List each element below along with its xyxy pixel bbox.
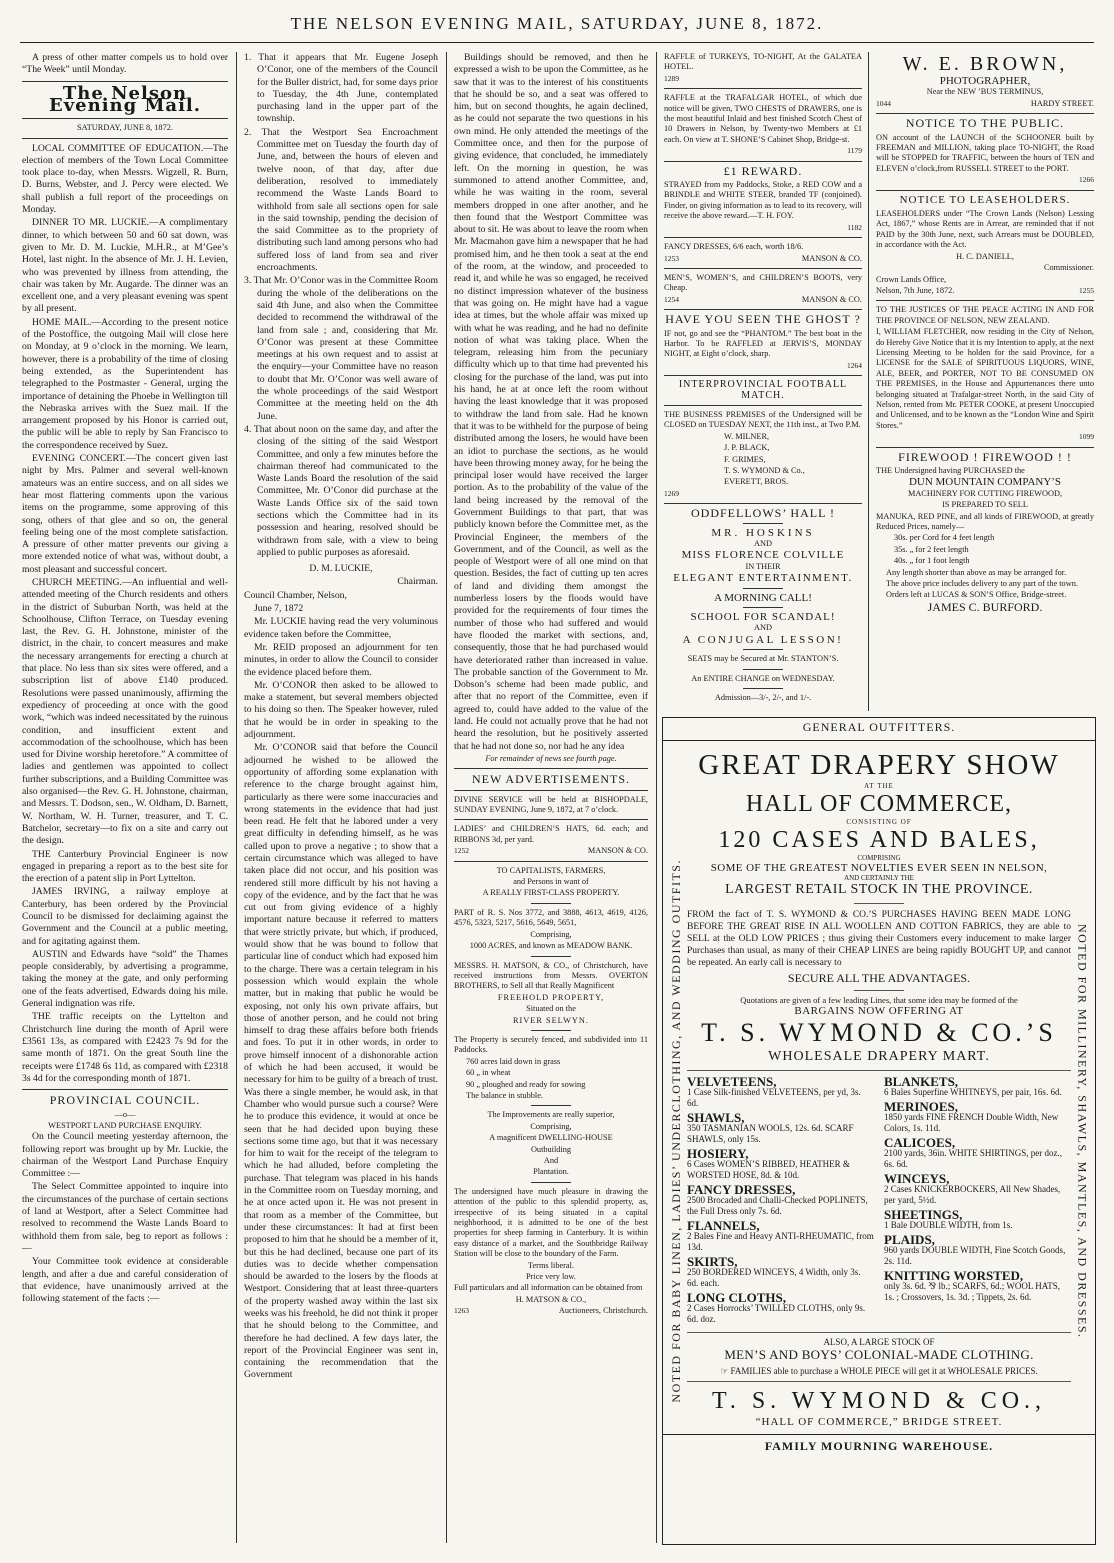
column-divider (868, 52, 869, 711)
council-debate (244, 616, 438, 1381)
drapery-line: BARGAINS NOW OFFERING AT (794, 1005, 964, 1017)
divine-service-ad: DIVINE SERVICE will be held at BISHOPDALE, SUNDAY EVENING, June 9, 1872, at 7 o’clock. (454, 794, 648, 815)
signer-title: Chairman. (397, 576, 438, 588)
price-item-heading: SHEETINGS, (884, 1207, 963, 1222)
price-item (687, 1112, 874, 1145)
price-item (884, 1270, 1071, 1303)
drapery-line: SOME OF THE GREATEST NOVELTIES EVER SEEN IN NELSON, (710, 862, 1048, 874)
news-paragraph: AUSTIN and Edwards have “sold” the Thames people considerably, by advertising a programme, taking the money at the gate, and only performing one of the feats advertised, Edwards doing his mile. General indignation was rife. (22, 948, 228, 1010)
side-banner-left: NOTED FOR BABY LINEN, LADIES’ UNDERCLOTHING, AND WEDDING OUTFITS. (668, 859, 683, 1403)
property-ad-line: A magnificent DWELLING-HOUSE (489, 1133, 613, 1143)
price-item-heading: KNITTING WORSTED, (884, 1268, 1024, 1283)
football-signatory: J. P. BLACK, (724, 443, 770, 453)
report-item: 4. That about noon on the same day, and after the closing of the sitting of the said Westport Committee, and only a few minutes before the chairman thereof had communicated to the Waste Lands Board the resolution of the said Committee, Mr. O’Conor did purchase at the Waste Lands Office six of the said town sections which the Committee had in its possession and hearing, resolved should be withdrawn from sale, with a view to being applied to public purposes as aforesaid. (244, 423, 438, 558)
property-ad-line: The undersigned have much pleasure in drawing the attention of the public to this splendid property, as, irrespective of its being situated in a capital neighborhood, it is admitted to be one of the best properties for sheep farming in Canterbury. It is within easy distance of a market, and the Southbridge Railway Station will be close to the boundary of the Farm. (454, 1186, 648, 1259)
news-paragraph: CHURCH MEETING.—An influential and well-attended meeting of the Church residents and others in the district of Suburban North, was held at the Schoolhouse, Clifton Terrace, on Tuesday evening last, the Rev. G. H. Johnstone, minister of the district, in the chair, to concert measures and make the necessary arrangements for erecting a church at that place. No less than six sites were offered, and a subscription list of above £140 produced. Resolutions were passed unanimously, affirming the expediency of proceeding at once with the good work, “which was indeed necessitated by the ruinous condition, and insufficient extent and accommodation of the schoolhouse, which has been used for Divine worship heretofore.” A committee of ladies and gentlemen was appointed to collect further subscriptions, and a Building Committee was also organised—the Rev. G. H. Johnstone, chairman, and Messrs. T. Dodson, sen., W. Oldham, D. Barnett, W. Northam, W. H. Turner, treasurer, and T. C. Batchelor, secretary—to fix on a site and carry out the design. (22, 576, 228, 847)
news-paragraph: EVENING CONCERT.—The concert given last night by Mrs. Palmer and several well-known amateurs was an entire success, and on all sides we hear most flattering comments upon the various items on the programme, some approving of this song, others of that glee and so on, the general feeling being one of the most complete satisfaction. A pressure of other matter prevents our giving a more extended notice of what was, without doubt, a most pleasant and successful concert. (22, 453, 228, 575)
price-item (884, 1209, 1071, 1231)
news-paragraph: THE Canterbury Provincial Engineer is now engaged in preparing a report as to the best site for the erection of a patent slip in Port Lyttelton. (22, 848, 228, 885)
ladies-hats-ad: LADIES’ and CHILDREN’S HATS, 6d. each; and RIBBONS 3d, per yard. (454, 824, 648, 844)
oddfellows-line: ELEGANT ENTERTAINMENT. (673, 572, 853, 585)
drapery-line: SECURE ALL THE ADVANTAGES. (787, 971, 971, 985)
debate-paragraph: Buildings should be removed, and then he expressed a wish to be upon the Committee, as he saw that it was to the interest of his constituents that he should be so, and a seat was offered to him, but on second thoughts, he again declined, as he could not separate the two questions in his own mind. He only attended the meetings of the Committee once, and then for the purpose of giving evidence, that concluded, he immediately left. On the morning in question, he was summoned to attend another Committee, and, while he was waiting in the room, several members dropped in one after another, and he then found that the Westport Committee was about to sit. He was about to leave the room when Mr. Macmahon gave him a newspaper that he had promised him, and he then took a seat at the end of the room, at the window, and proceeded to read it, and while he was so engaged, he received no distinct impression whatever of the business that was going on. He might have had a vague idea at times, but the whole affair was mixed up with what he was reading, and he had no definite notion of what was taking place. When the telegram, releasing him from the pecuniary difficulty which up to that time had prevented his closing for the purchase of the land, was put into his hand, he at at once left the room without having the least knowledge that it was proposed to withdraw the land from sale. Had he known that it was to be withheld for the purpose of being distributed among the losers, he would have been an idiot to purchase the sections, as he would have been throwing money away, for he being the principal loser would have received the larger portion. As to the probability of the value of the land being increased by the removal of the Government Buildings to that part, that was publicly known before the Committee met, as the Provincial Engineer, the members of the Government, and of the Council, as well as the people of Westport were of all one mind on that question. Besides, the fact of cutting up ten acres of land and dividing them amongst the numberless losers by the floods would have provided for the requirements of four times the number of those who had suffered and would have flooded the market with sections, and, consequently, those that he had purchased would have deteriorated rather than increased in value. The probable sanction of the Government to Mr. Dobson’s scheme had been made public, and after that no report of the Committee, even if agreed to, could have added to the value of the land. He could not actually prove that he had not heard the resolution, but he positively asserted that he had not done so, nor had he any idea (454, 52, 648, 752)
rule (22, 81, 228, 82)
property-ad-line: 90 „ ploughed and ready for sowing (466, 1079, 586, 1089)
ad-number: 1252 (454, 846, 469, 856)
ad-number: 1044 (876, 98, 891, 108)
report-place: Council Chamber, Nelson, (244, 589, 347, 601)
wymond-name: T. S. WYMOND & CO.’S (701, 1018, 1057, 1047)
council-paragraph: Your Committee took evidence at considerable length, and after a due and careful consideration of that evidence, have unanimously arrived at the following statement of the facts :— (22, 1256, 228, 1305)
drapery-line: AT THE (864, 782, 894, 790)
new-advertisements-heading: NEW ADVERTISEMENTS. (471, 772, 631, 787)
firewood-line: DUN MOUNTAIN COMPANY’S (908, 476, 1062, 489)
rule (454, 790, 648, 791)
price-item-detail: 2 Bales Fine and Heavy ANTI-RHEUMATIC, from 13d. (687, 1231, 874, 1252)
raffle-drawers-ad: RAFFLE at the TRAFALGAR HOTEL, of which due notice will be given, TWO CHESTS of DRAWERS, one is the most beautiful Inlaid and best finished Scotch Chest of 10 Drawers in Nelson, by Twenty-two Members at £1 each. On view at T. SHONE’S Cabinet Shop, Bridge-st. (664, 93, 862, 144)
property-ad-line: A REALLY FIRST-CLASS PROPERTY. (482, 888, 620, 898)
drapery-line: COMPRISING (857, 854, 901, 862)
property-ad (454, 866, 648, 1317)
ad-signature: MANSON & CO. (801, 294, 862, 304)
column-divider (446, 52, 447, 1543)
council-paragraph: The Select Committee appointed to inquire into the circumstances of the purchase of certain sections of land at Westport, after a Select Committee had resolved to recommend the Waste Lands Board to withhold them from sale, beg to report as follows :— (22, 1181, 228, 1254)
leaseholders-line: Commissioner. (1043, 263, 1094, 273)
drapery-body: FROM the fact of T. S. WYMOND & CO.’S PURCHASES HAVING BEEN MADE LONG BEFORE THE GREAT RISE IN ALL WOOLLEN AND COTTON FABRICS, they are able to SELL at the OLD LOW PRICES ; thus giving their Customers every inducement to make larger Purchases than usual, as many of their CHEAP LINES are being rapidly BOUGHT UP, and cannot be repeated. An early call is necessary to (687, 910, 1071, 968)
ad-number: 1253 (664, 253, 679, 263)
price-item-heading: FANCY DRESSES, (687, 1182, 796, 1197)
ad-signature: Auctioneers, Christchurch. (558, 1306, 648, 1316)
council-paragraph: On the Council meeting yesterday afternoon, the following report was brought up by Mr. Luckie, the chairman of the Westport Land Purchase Enquiry Committee :— (22, 1131, 228, 1180)
oddfellows-line: A MORNING CALL! (714, 591, 812, 604)
photographer-name: W. E. BROWN, (902, 53, 1068, 75)
rule (22, 138, 228, 139)
rule (454, 819, 648, 820)
ad-number: 1269 (664, 488, 679, 498)
footnote: For remainder of news see fourth page. (485, 753, 617, 763)
firewood-signature: JAMES C. BURFORD. (927, 599, 1043, 614)
ad-number: 1289 (664, 73, 679, 83)
leaseholders-line: H. C. DANIELL, (956, 251, 1014, 261)
report-date: June 7, 1872 (254, 603, 304, 615)
signer: D. M. LUCKIE, (309, 563, 373, 575)
ad-number: 1255 (1079, 285, 1094, 295)
drapery-line: “HALL OF COMMERCE,” BRIDGE STREET. (755, 1416, 1003, 1428)
firewood-line: IS PREPARED TO SELL (942, 500, 1028, 510)
drapery-line: AND CERTAINLY THE (844, 874, 914, 882)
column-divider (656, 52, 657, 1543)
property-ad-line: and Persons in want of (513, 877, 589, 887)
fancy-dresses-ad: FANCY DRESSES, 6/6 each, worth 18/6. (664, 242, 804, 252)
council-report (22, 1131, 228, 1305)
column-divider (236, 52, 237, 1543)
firewood-price: 35s. „ for 2 feet length (894, 544, 969, 554)
debate-paragraph: Mr. LUCKIE having read the very voluminous evidence taken before the Committee, (244, 616, 438, 640)
report-item: 1. That it appears that Mr. Eugene Joseph O’Conor, one of the members of the Council for the Buller district, had, for some days prior to Tuesday, the 4th June, contemplated purchasing land in the upper part of the township. (244, 52, 438, 125)
oddfellows-line: MR. HOSKINS (711, 526, 815, 539)
price-item-heading: BLANKETS, (884, 1074, 959, 1089)
price-item-detail: 2 Cases KNICKERBOCKERS, All New Shades, per yard, 5½d. (884, 1184, 1061, 1205)
council-separator: —o— (114, 1110, 136, 1120)
news-paragraph: HOME MAIL.—According to the present notice of the Postoffice, the outgoing Mail will close here on Monday, at 9 o’clock in the morning. We learn, however, there is a probability of the time of closing being extended, as the Superintendent has telegraphed to the Postmaster - General, urging the importance of detaining the Phoebe in Wellington till the Nebraska arrives with the Suez mail. If the arrangement proposed by his Honor is carried out, the public will be able to reply by San Francisco to the correspondence received by Suez. (22, 316, 228, 451)
column-5 (876, 52, 1094, 711)
ad-number: 1254 (664, 294, 679, 304)
oddfellows-line: An ENTIRE CHANGE on WEDNESDAY. (691, 673, 835, 683)
price-list (687, 1076, 1071, 1328)
ad-number: 1182 (847, 222, 862, 232)
ad-number: 1263 (454, 1306, 469, 1316)
price-item-detail: 250 BORDERED WINCEYS, 4 Width, only 3s. 6d. each. (687, 1267, 861, 1288)
property-ad-line: PART of R. S. Nos 3772, and 3888, 4613, 4619, 4126, 4576, 5323, 5217, 5616, 5649, 5651, (454, 907, 648, 928)
leaseholders-heading: NOTICE TO LEASEHOLDERS. (899, 193, 1071, 206)
price-item-heading: VELVETEENS, (687, 1074, 777, 1089)
property-ad-line: And (543, 1156, 559, 1165)
price-item (884, 1076, 1071, 1098)
price-item (884, 1173, 1071, 1206)
column-3 (454, 52, 648, 1543)
ad-signature: MANSON & CO. (587, 846, 648, 856)
drapery-advertisement (662, 717, 1096, 1545)
photographer-title: PHOTOGRAPHER, (939, 75, 1031, 87)
property-ad-line: RIVER SELWYN. (513, 1015, 589, 1025)
ghost-heading: HAVE YOU SEEN THE GHOST ? (665, 312, 861, 327)
price-item (687, 1256, 874, 1289)
column-4 (664, 52, 862, 711)
price-item (687, 1220, 874, 1253)
council-subheading: WESTPORT LAND PURCHASE ENQUIRY. (48, 1120, 202, 1130)
price-item-heading: FLANNELS, (687, 1218, 760, 1233)
outfitters-heading: GENERAL OUTFITTERS. (802, 720, 956, 734)
price-item-detail: 2 Cases Horrocks’ TWILLED CLOTHS, only 9s. 6d. doz. (687, 1303, 866, 1324)
property-ad-line: Situated on the (526, 1004, 576, 1014)
ad-number: 1179 (847, 146, 862, 156)
property-ad-line: 1000 ACRES, and known as MEADOW BANK. (469, 941, 633, 951)
drapery-line: Quotations are given of a few leading Lines, that some idea may be formed of the (740, 995, 1018, 1005)
rule (454, 768, 648, 769)
price-item (884, 1137, 1071, 1170)
firewood-line: The above price includes delivery to any part of the town. (886, 579, 1078, 589)
news-paragraph: JAMES IRVING, a railway employe at Canterbury, has been ordered by the Provincial Council to be dismissed for declaiming against the Government and the Council at a public meeting, and for agitating against them. (22, 886, 228, 947)
drapery-line: ALSO, A LARGE STOCK OF (823, 1337, 935, 1347)
drapery-line: MEN’S AND BOYS’ COLONIAL-MADE CLOTHING. (724, 1347, 1034, 1362)
hall-of-commerce: HALL OF COMMERCE, (745, 791, 1013, 817)
justices-heading: TO THE JUSTICES OF THE PEACE ACTING IN AND FOR THE PROVINCE OF NELSON, NEW ZEALAND. (876, 305, 1094, 325)
public-notice-heading: NOTICE TO THE PUBLIC. (905, 116, 1065, 131)
property-ad-line: 760 acres laid down in grass (466, 1056, 561, 1066)
football-signatory: T. S. WYMOND & Co., (724, 466, 805, 475)
public-notice: ON account of the LAUNCH of the SCHOONER built by FREEMAN and MILLION, taking place TO-NIGHT, the Road will be STOPPED for TRAFFIC, between the hours of TEN and ELEVEN o’clock,from RUSSELL STREET to the PORT. (876, 132, 1094, 173)
drapery-line: CONSISTING OF (846, 818, 912, 826)
price-item-detail: 960 yards DOUBLE WIDTH, Fine Scotch Goods, 2s. 11d. (884, 1245, 1066, 1266)
license-notice: I, WILLIAM FLETCHER, now residing in the City of Nelson, do Hereby Give Notice that it is my Intention to apply, at the next Licensing Meeting to be holden for the said Province, for a LICENSE for the SALE of SPIRITUOUS LIQUORS, WINE, ALE, BEER, and PORTER, NOT TO BE CONSUMED ON THE PREMISES, in the House and Appurtenances there unto belonging situated at Trafalgar-street North, in the said City of Nelson, rented from Mr. PETER COOKE, at present Unoccupied and Unlicensed, and to be known as the “London Wine and Spirit Stores.” (876, 327, 1094, 430)
oddfellows-line: SCHOOL FOR SCANDAL! (690, 611, 836, 624)
cases-and-bales: 120 CASES AND BALES, (718, 827, 1040, 853)
ad-number: 1099 (1079, 432, 1094, 442)
side-banner-right: NOTED FOR MILLINERY, SHAWLS, MANTLES, AND DRESSES. (1075, 923, 1090, 1339)
football-ad: THE BUSINESS PREMISES of the Undersigned will be CLOSED on TUESDAY NEXT, the 11th inst., at Two P.M. (664, 409, 862, 430)
rule (22, 1089, 228, 1090)
property-ad-line: The Property is securely fenced, and subdivided into 11 Paddocks. (454, 1034, 648, 1055)
hold-over-notice: A press of other matter compels us to hold over “The Week” until Monday. (22, 52, 228, 76)
oddfellows-line: A CONJUGAL LESSON! (682, 633, 844, 646)
price-item-detail: 1850 yards FINE FRENCH Double Width, New Colors, 1s. 11d. (884, 1112, 1059, 1133)
oddfellows-line: AND (754, 539, 772, 549)
price-item-detail: 6 Bales Superfine WHITNEYS, per pair, 16s. 6d. (884, 1087, 1062, 1097)
drapery-show-title: GREAT DRAPERY SHOW (698, 749, 1060, 781)
oddfellows-line: SEATS may be Secured at Mr. STANTON’S. (687, 654, 839, 664)
boots-ad: MEN’S, WOMEN’S, and CHILDREN’S BOOTS, very Cheap. (664, 272, 862, 293)
oddfellows-line: MISS FLORENCE COLVILLE (681, 549, 845, 562)
property-ad-line: Terms liberal. (528, 1260, 574, 1270)
paper-title: The Nelson Evening Mail. (48, 82, 202, 116)
debate-paragraph: Mr. O’CONOR then asked to be allowed to make a statement, but several members objected to his doing so then. The Speaker however, ruled that he would be in order in speaking to the adjournment. (244, 679, 438, 741)
price-item-detail: 1 Bale DOUBLE WIDTH, from 1s. (884, 1220, 1013, 1230)
price-item-detail: 6 Cases WOMEN’S RIBBED, HEATHER & WORSTED HOSE, 8d. & 10d. (687, 1159, 850, 1180)
leaseholders-notice: LEASEHOLDERS under “The Crown Lands (Nelson) Lessing Act, 1867,” whose Rents are in Arrear, are reminded that if not PAID by the 30th June, next, such Arrears must be DOUBLED, in accordance with the Act. (876, 209, 1094, 250)
drapery-line: LARGEST RETAIL STOCK IN THE PROVINCE. (725, 882, 1033, 897)
news-paragraph: THE traffic receipts on the Lyttelton and Christchurch line during the month of April were £3561 13s, as compared with £2423 7s 9d for the same month of 1871. On the great South line the receipts were £1748 6s 11d, as compared with £2318 3s 4d for the corresponding month of 1871. (22, 1011, 228, 1084)
price-item (687, 1292, 874, 1325)
price-item-detail: 2100 yards, 36in. WHITE SHIRTINGS, per doz., 6s. 6d. (884, 1148, 1063, 1169)
property-ad-line: Price very low. (526, 1272, 576, 1282)
price-item (687, 1148, 874, 1181)
property-ad-line: 60 „ in wheat (466, 1068, 511, 1078)
property-ad-line: Plantation. (533, 1167, 569, 1177)
property-ad-line: FREEHOLD PROPERTY, (497, 992, 605, 1002)
reward-heading: £1 REWARD. (723, 163, 803, 178)
dateline: SATURDAY, JUNE 8, 1872. (77, 123, 173, 133)
price-item-heading: SKIRTS, (687, 1254, 738, 1269)
council-heading: PROVINCIAL COUNCIL. (49, 1093, 201, 1108)
oddfellows-line: AND (754, 623, 772, 633)
property-ad-line: The Improvements are really superior, (487, 1110, 615, 1120)
oddfellows-line: Admission—3/-, 2/-, and 1/-. (714, 693, 812, 703)
debate-paragraph: Mr. REID proposed an adjournment for ten minutes, in order to allow the Council to consider the evidence placed before them. (244, 641, 438, 678)
leaseholders-line: Nelson, 7th June, 1872. (876, 285, 955, 295)
news-paragraph: LOCAL COMMITTEE OF EDUCATION.—The election of members of the Town Local Committee took place to-day, when Messrs. Wigzell, R. Burn, D. Burns, Webster, and J. Percy were elected. We shall publish a full report of the proceedings on Monday. (22, 142, 228, 216)
price-item-heading: PLAIDS, (884, 1232, 935, 1247)
oddfellows-heading: ODDFELLOWS’ HALL ! (691, 506, 835, 521)
firewood-price: 40s. „ for 1 foot length (894, 556, 970, 566)
photographer-line: Near the NEW ’BUS TERMINUS, (926, 87, 1044, 97)
property-ad-line: MESSRS. H. MATSON, & CO., of Christchurch, have received instructions from Messrs. OVERTON BROTHERS, to Sell all that Really Magnificent (454, 960, 648, 991)
price-list-left (687, 1076, 874, 1328)
report-item: 2. That the Westport Sea Encroachment Committee met on Tuesday the fourth day of June, and, between the hours of eleven and twelve noon, of that day, after due deliberation, resolved to immediately recommend the Waste Lands Board to withhold from sale all sections open for sale in the said township, pending the decision of the said Committee as to the propriety of distributing such land among persons who had suffered loss of land from sea and river encroachments. (244, 126, 438, 274)
price-item (687, 1184, 874, 1217)
firewood-heading: FIREWOOD ! FIREWOOD ! ! (898, 449, 1072, 464)
rule (22, 118, 228, 119)
property-ad-line: TO CAPITALISTS, FARMERS, (496, 865, 606, 875)
firewood-line: MACHINERY FOR CUTTING FIREWOOD, (907, 488, 1063, 498)
price-item (884, 1101, 1071, 1134)
firewood-price: 30s. per Cord for 4 feet length (894, 533, 995, 543)
firewood-line: Orders left at LUCAS & SON’S Office, Bridge-street. (886, 590, 1067, 600)
football-signatory: W. MILNER, (724, 431, 770, 441)
photographer-line: HARDY STREET. (1030, 98, 1094, 108)
price-item-heading: WINCEYS, (884, 1171, 950, 1186)
rule (454, 861, 648, 862)
leaseholders-line: Crown Lands Office, (876, 274, 947, 284)
news-paragraph: DINNER TO MR. LUCKIE.—A complimentary dinner, to which between 50 and 60 sat down, was given to Mr. D. M. Luckie, M.H.R., at M’Gee’s Hotel, last night. In the absence of Mr. J. H. Levien, who was prevented by illness from attending, the chair was taken by Mr. Augarde. The dinner was an excellent one, and a very pleasant evening was spent by all present. (22, 217, 228, 315)
column-1 (22, 52, 228, 1543)
firewood-line: Any length shorter than above as may be arranged for. (886, 567, 1067, 577)
property-ad-line: Outbuilding (530, 1144, 572, 1154)
price-item-detail: 1 Case Silk-finished VELVETEENS, per yd, 3s. 6d. (687, 1087, 861, 1108)
ad-signature: MANSON & CO. (801, 253, 862, 263)
drapery-line: WHOLESALE DRAPERY MART. (768, 1049, 990, 1064)
football-signatory: EVERETT, BROS. (724, 477, 789, 487)
pointing-hand-icon: ☞ (720, 1366, 729, 1376)
masthead: THE NELSON EVENING MAIL, SATURDAY, JUNE 8, 1872. (290, 14, 824, 33)
price-item-heading: MERINOES, (884, 1099, 959, 1114)
football-signatories (664, 432, 862, 488)
price-item-heading: LONG CLOTHS, (687, 1290, 786, 1305)
price-list-right (884, 1076, 1071, 1328)
price-item (687, 1076, 874, 1109)
property-ad-line: Full particulars and all information can be obtained from (454, 1283, 643, 1293)
football-signatory: F. GRIMES, (724, 454, 766, 464)
wymond-name: T. S. WYMOND & CO., (711, 1388, 1047, 1414)
debate-paragraph: Mr. O’CONOR said that before the Council adjourned he wished to be allowed the opportunity of affording some explanation with reference to the charge brought against him, particularly as there were some inaccuracies and wrong statements in the evidence that had just been read. He felt that he labored under a very great difficulty in defending himself, as he was called upon to prove a negative ; to show that a certain circumstance which was alleged to have taken place did not occur, and his position was rendered still more difficult by his not having a copy of the evidence, and by the fact that he was cut out from giving evidence of a highly important nature because it referred to matters that were strictly private, but which, if produced, would show that he was bound to follow that particular line of conduct which had exposed him to the charge. There was a certain telegram in his possession which would explain the whole matter, but in making that public he would be exposing, not only his own private affairs, but those of another person, and he could not bring himself to drag these affairs before both friends and foes. To put it in other words, in order to prove himself innocent of a dishonorable action of which he had been accused, it would be necessary for him to be guilty of a breach of trust. Was there a single member, he would ask, in that Chamber who would pursue such a course? Were he to produce this evidence, it would at once be seen that he had decided upon buying these sections some time ago, but that it was necessary for him to wait for the receipt of the telegram to which he had alluded, before completing the purchase. That telegram was placed in his hands in the Committee room on Tuesday morning, and he at once acted upon it. He was not present in that room as a member of the Committee, but under these circumstances: It had at first been proposed to him that he should be a member of it, but this he had declined, because one part of its duties was to decide whether compensation should be awarded to the losers by the floods at Westport. Considering that at least three-quarters of the property washed away within the last six weeks was his freehold, he did not think it proper that he should belong to the Committee, and therefore he had declined. A few days later, the report of the Provincial Engineer was sent in, containing the recommendation that the Government (244, 742, 438, 1381)
report-item: 3. That Mr. O’Conor was in the Committee Room during the whole of the deliberations on the said 4th June, and also when the Committee decided to recommend the withdrawal of the land from sale ; and, considering that Mr. O’Conor was present at these Committee meetings at his own request and to assist at the enquiry—your Committee have no reason to doubt that Mr. O’Conor was well aware of the whole proceedings of the said Westport Committee at the meeting held on the 4th June. (244, 275, 438, 422)
column-2 (244, 52, 438, 1543)
price-item-detail: only 3s. 6d. ⅋ lb.; SCARFS, 6d.; WOOL HATS, 1s. ; Crossovers, 1s. 3d. ; Tippets, 2s. 6d. (884, 1281, 1061, 1302)
report-items (244, 52, 438, 559)
reward-ad: STRAYED from my Paddocks, Stoke, a RED COW and a BRINDLE and WHITE STEER, branded TF (conjoined). Finder, on giving information as to lead to its recovery, will receive the above reward.—T. H. FOY. (664, 180, 862, 221)
price-item-heading: SHAWLS, (687, 1110, 745, 1125)
property-ad-line: H. MATSON & CO., (515, 1294, 587, 1304)
firewood-line: THE Undersigned having PURCHASED the (876, 466, 1025, 475)
price-item-detail: 2500 Brocaded and Challi-Checked POPLINETS, the Full Dress only 7s. 6d. (687, 1195, 868, 1216)
price-item-detail: 350 TASMANIAN WOOLS, 12s. 6d. SCARF SHAWLS, only 15s. (687, 1123, 854, 1144)
local-news (22, 143, 228, 1086)
price-item-heading: HOSIERY, (687, 1146, 749, 1161)
ad-number: 1266 (1079, 175, 1094, 185)
debate-continued (454, 52, 648, 753)
property-ad-line: Comprising, (530, 1121, 572, 1131)
price-item (884, 1234, 1071, 1267)
drapery-line: ☞ FAMILIES able to purchase a WHOLE PIECE will get it at WHOLESALE PRICES. (720, 1366, 1038, 1376)
property-ad-line: The balance in stubble. (466, 1090, 543, 1100)
ad-number: 1264 (847, 360, 862, 370)
property-ad-line: Comprising, (530, 929, 572, 939)
oddfellows-line: IN THEIR (745, 561, 781, 571)
price-item-heading: CALICOES, (884, 1135, 956, 1150)
football-heading: INTERPROVINCIAL FOOTBALL MATCH. (678, 379, 848, 401)
ghost-ad: IF not, go and see the “PHANTOM.” The best boat in the Harbor. To be RAFFLED at JERVIS’S, MONDAY NIGHT, at Eight o’clock, sharp. (664, 328, 862, 359)
raffle-turkeys-ad: RAFFLE of TURKEYS, TO-NIGHT, At the GALATEA HOTEL. (664, 52, 862, 72)
masthead-rule (20, 42, 1094, 43)
firewood-line: MANUKA, RED PINE, and all kinds of FIREWOOD, at greatly Reduced Prices, namely— (876, 511, 1094, 532)
mourning-warehouse: FAMILY MOURNING WAREHOUSE. (764, 1439, 994, 1453)
